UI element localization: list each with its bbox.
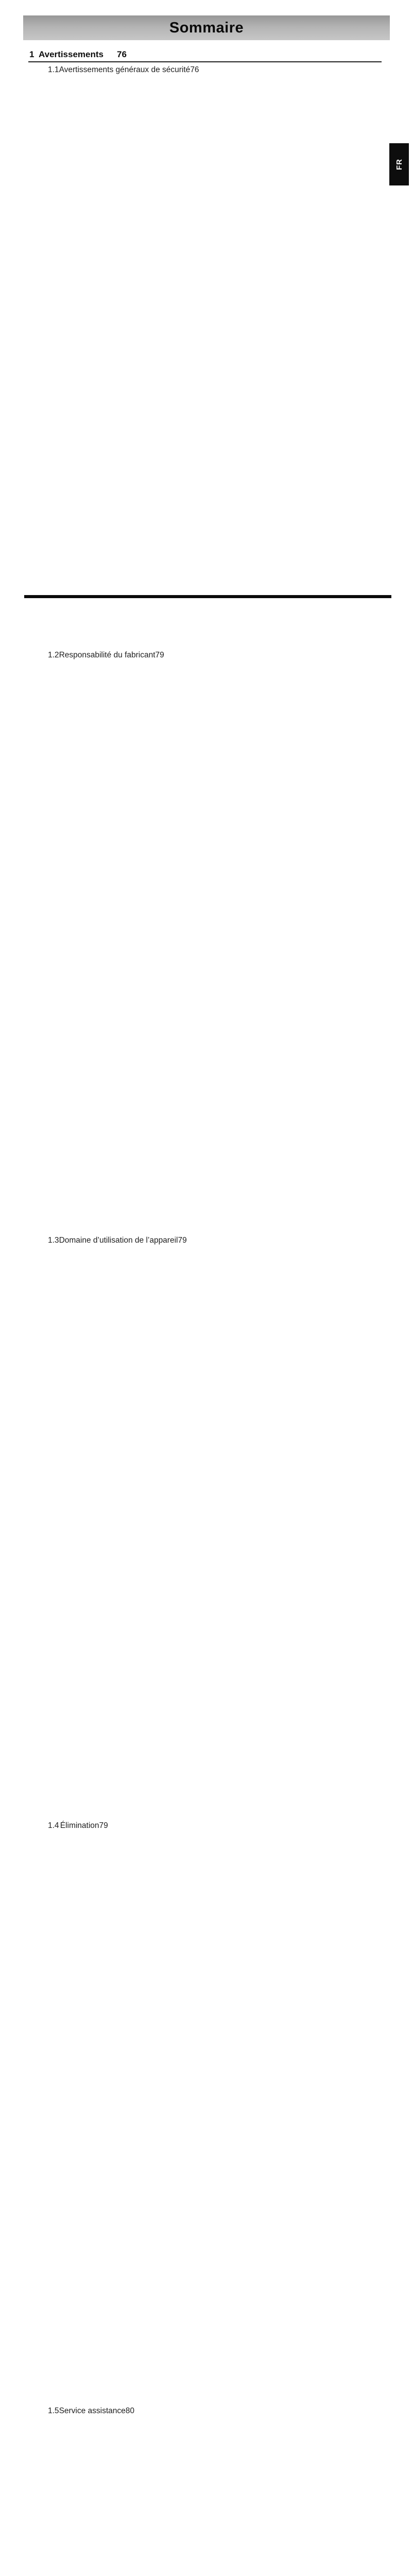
toc-section-page: 76: [117, 49, 127, 59]
toc-section-heading: [23, 47, 390, 60]
toc-section-title: Avertissements: [39, 49, 104, 59]
toc-entry-title: Élimination: [60, 1821, 99, 1830]
toc-entry-title: Avertissements généraux de sécurité: [59, 65, 191, 74]
toc-entry-number: 1.5: [48, 2406, 59, 2415]
toc-entry-page: 79: [178, 1234, 390, 1820]
toc-entry-page: 76: [190, 64, 390, 649]
table-of-contents: [23, 47, 390, 2576]
toc-entry-title: Responsabilité du fabricant: [59, 651, 156, 659]
toc-entry-number: 1.3: [48, 1236, 59, 1245]
toc-entry: [23, 2405, 390, 2576]
bottom-rule: [24, 595, 391, 598]
toc-entry-number: 1.4: [48, 1821, 59, 1830]
section-divider: [28, 61, 382, 62]
toc-entry-page: 79: [99, 1820, 390, 2405]
toc-entry: [23, 64, 390, 649]
toc-entry-page: 79: [156, 649, 390, 1234]
page-title: Sommaire: [169, 19, 244, 36]
toc-section-number: 1: [29, 49, 35, 59]
toc-entry-title: Service assistance: [59, 2406, 126, 2415]
toc-entry-title: Domaine d’utilisation de l’appareil: [59, 1236, 178, 1245]
manual-page: [0, 15, 413, 2415]
toc-entry: [23, 649, 390, 1234]
toc-entry: [23, 1820, 390, 2405]
toc-entry-number: 1.2: [48, 651, 59, 659]
page-header: [23, 15, 390, 40]
toc-entry-page: 80: [126, 2405, 390, 2576]
language-tab-label: FR: [394, 159, 404, 170]
toc-entry-number: 1.1: [48, 65, 59, 74]
language-tab-fr: [389, 143, 409, 185]
toc-entry: [23, 1234, 390, 1820]
